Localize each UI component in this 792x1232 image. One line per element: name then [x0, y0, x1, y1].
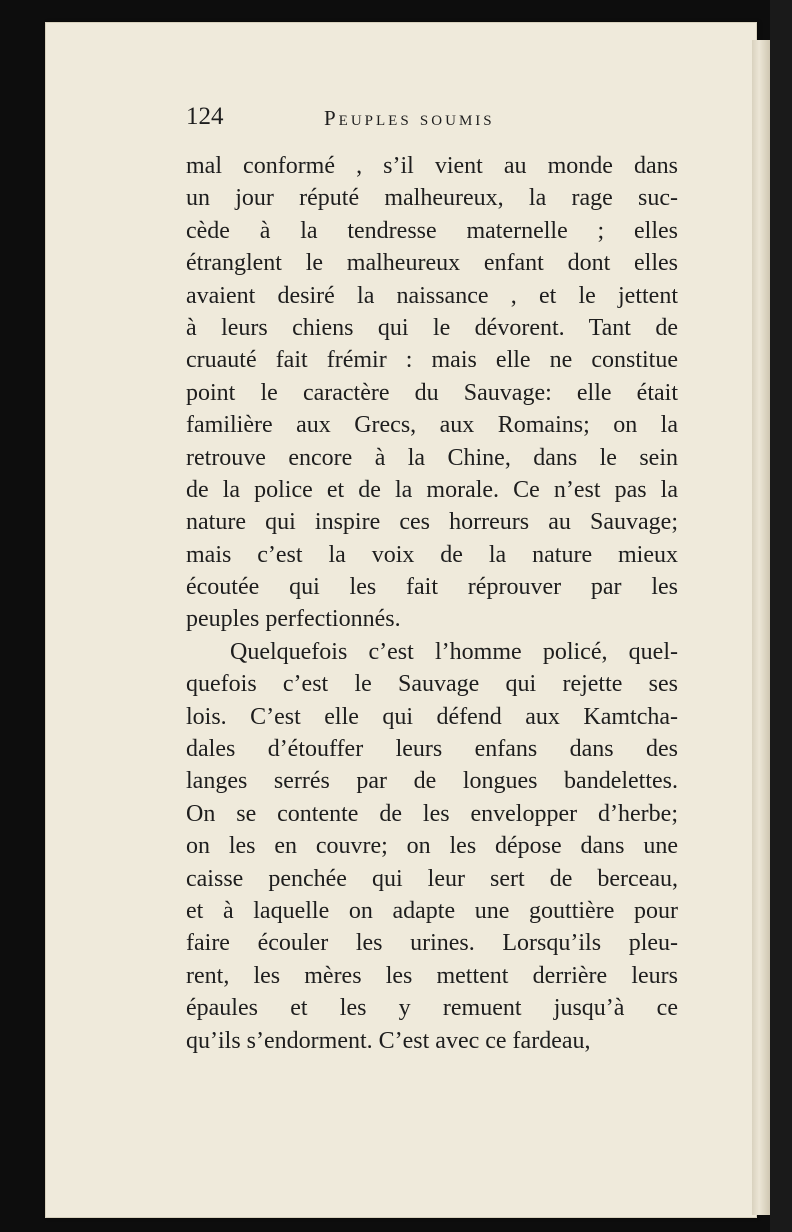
text-line: qu’ils s’endorment. C’est avec ce fardeau, [186, 1027, 591, 1054]
paragraph-2 [186, 636, 678, 1057]
text-line: langes serrés par de longues bandelettes. [186, 768, 678, 795]
text-line: on les en couvre; on les dépose dans une [186, 833, 678, 860]
paragraph-1 [186, 150, 678, 636]
text-line: un jour réputé malheureux, la rage suc- [186, 185, 678, 212]
text-line: à leurs chiens qui le dévorent. Tant de [186, 314, 678, 341]
text-line: cède à la tendresse maternelle ; elles [186, 217, 678, 244]
text-line: dales d’étouffer leurs enfans dans des [186, 736, 678, 763]
text-line: caisse penchée qui leur sert de berceau, [186, 865, 678, 892]
page-edge [752, 40, 770, 1215]
text-line: On se contente de les envelopper d’herbe; [186, 800, 678, 827]
text-line: écoutée qui les fait réprouver par les [186, 574, 678, 601]
text-line: épaules et les y remuent jusqu’à ce [186, 995, 678, 1022]
page-number: 124 [186, 103, 224, 130]
text-line: mais c’est la voix de la nature mieux [186, 541, 678, 568]
text-line: faire écouler les urines. Lorsqu’ils pleu- [186, 930, 678, 957]
text-line: point le caractère du Sauvage: elle était [186, 379, 678, 406]
text-line: étranglent le malheureux enfant dont elles [186, 250, 678, 277]
text-line: nature qui inspire ces horreurs au Sauvage; [186, 509, 678, 536]
text-line: avaient desiré la naissance , et le jettent [186, 282, 678, 309]
text-line: mal conformé , s’il vient au monde dans [186, 153, 678, 179]
text-line: familière aux Grecs, aux Romains; on la [186, 412, 678, 439]
running-head: Peuples soumis [324, 106, 495, 130]
text-line: Quelquefois c’est l’homme policé, quel- [230, 638, 678, 665]
body-text [186, 150, 678, 1057]
text-line: cruauté fait frémir : mais elle ne constitue [186, 347, 678, 374]
page-header [186, 103, 676, 137]
text-line: rent, les mères les mettent derrière leurs [186, 962, 678, 989]
text-line: de la police et de la morale. Ce n’est pas la [186, 476, 678, 503]
text-line: retrouve encore à la Chine, dans le sein [186, 444, 678, 471]
text-line: lois. C’est elle qui défend aux Kamtcha- [186, 703, 678, 730]
scan-background [770, 0, 792, 1232]
text-line: et à laquelle on adapte une gouttière pour [186, 897, 678, 924]
text-line: peuples perfectionnés. [186, 606, 401, 633]
text-line: quefois c’est le Sauvage qui rejette ses [186, 671, 678, 698]
